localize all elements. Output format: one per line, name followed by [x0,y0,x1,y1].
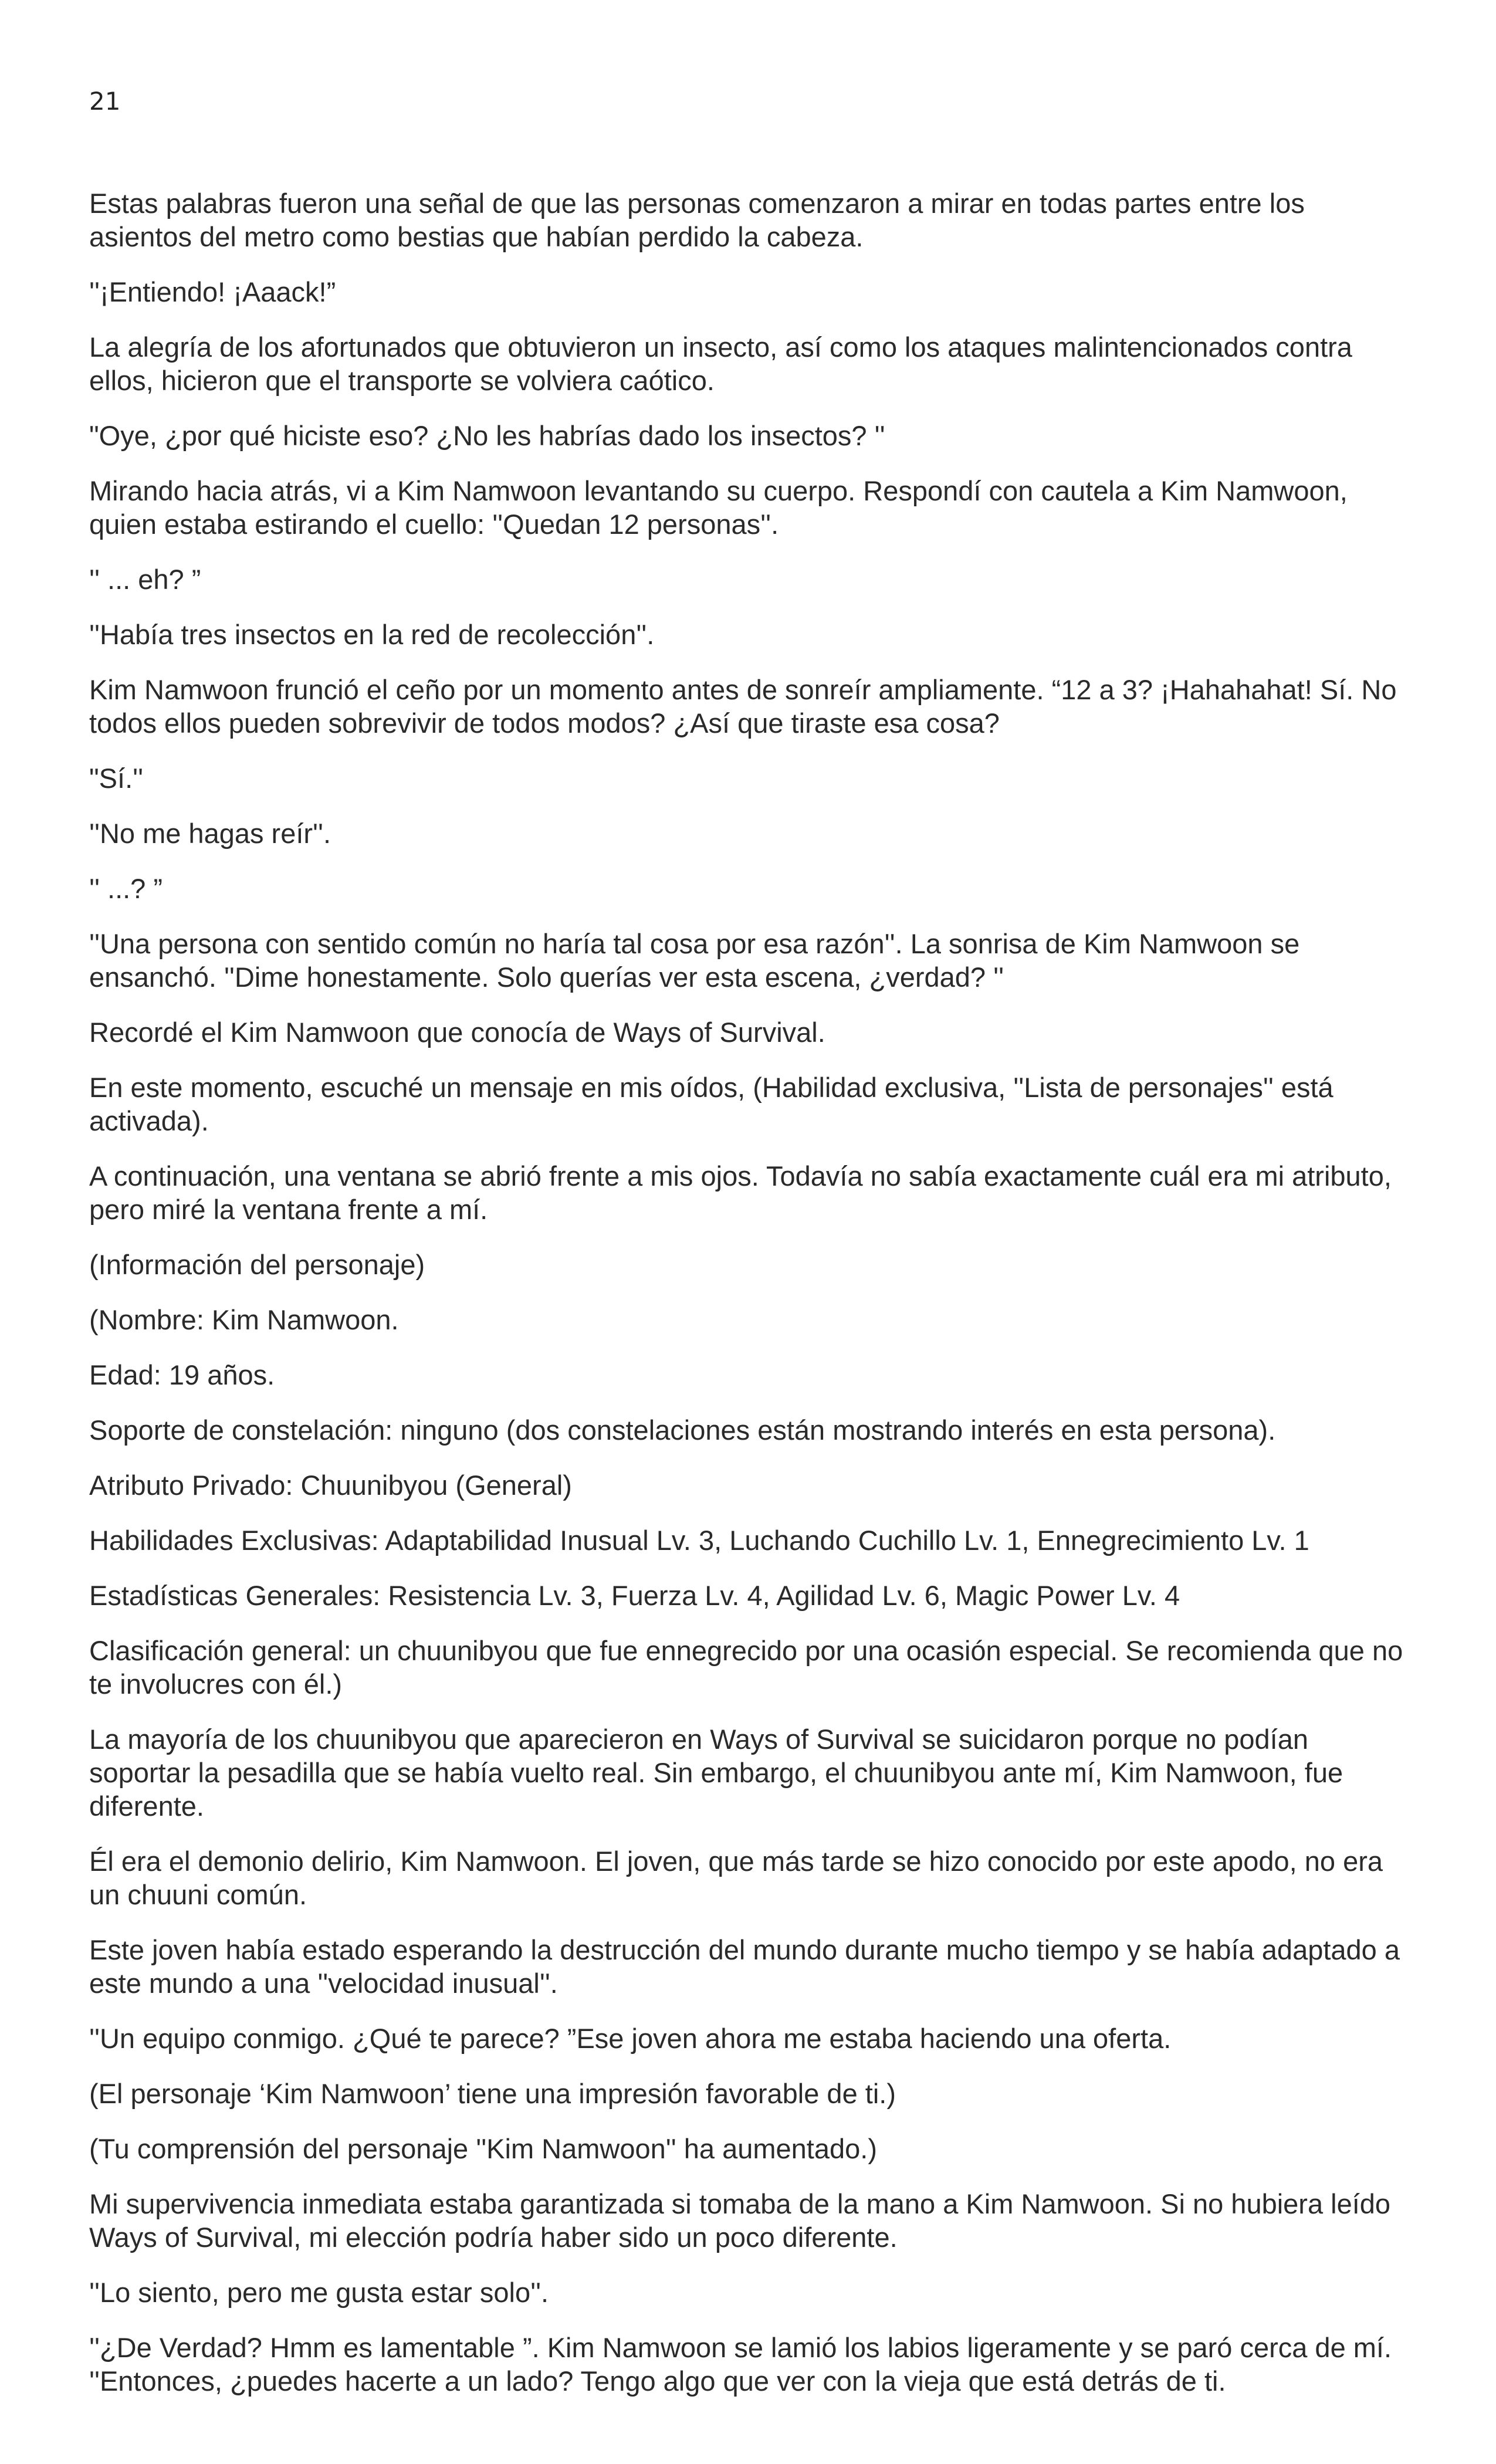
paragraph: Kim Namwoon frunció el ceño por un momento antes de sonreír ampliamente. “12 a 3? ¡Hahahahat! Sí. No todos ellos pueden sobrevivir de todos modos? ¿Así que tiraste esa cosa? [89,674,1397,739]
paragraph: Soporte de constelación: ninguno (dos constelaciones están mostrando interés en esta persona). [89,1414,1276,1446]
paragraph: A continuación, una ventana se abrió frente a mis ojos. Todavía no sabía exactamente cuál era mi atributo, pero miré la ventana frente a mí. [89,1160,1392,1225]
paragraph: (El personaje ‘Kim Namwoon’ tiene una impresión favorable de ti.) [89,2078,896,2109]
paragraph: "Sí.'' [89,763,144,794]
paragraph: "Oye, ¿por qué hiciste eso? ¿No les habrías dado los insectos? '' [89,420,885,451]
paragraph: La alegría de los afortunados que obtuvieron un insecto, así como los ataques malintencionados contra ellos, hicieron que el transporte se volviera caótico. [89,331,1352,396]
paragraph: '' ... eh? ” [89,564,201,595]
paragraph: Edad: 19 años. [89,1359,275,1390]
paragraph: Mirando hacia atrás, vi a Kim Namwoon levantando su cuerpo. Respondí con cautela a Kim Namwoon, quien estaba estirando el cuello: ''Quedan 12 personas''. [89,475,1348,540]
paragraph: (Nombre: Kim Namwoon. [89,1304,399,1335]
paragraph: ''¿De Verdad? Hmm es lamentable ”. Kim Namwoon se lamió los labios ligeramente y se paró cerca de mí. ''Entonces, ¿puedes hacerte a un lado? Tengo algo que ver con la vieja que está detrás de ti. [89,2332,1392,2397]
paragraph: ''Lo siento, pero me gusta estar solo''. [89,2277,549,2308]
paragraph: ''No me hagas reír''. [89,818,331,849]
paragraph: (Información del personaje) [89,1249,425,1280]
paragraph: Este joven había estado esperando la destrucción del mundo durante mucho tiempo y se había adaptado a este mundo a una ''velocidad inusual''. [89,1934,1400,1999]
paragraph: Estas palabras fueron una señal de que las personas comenzaron a mirar en todas partes entre los asientos del metro como bestias que habían perdido la cabeza. [89,188,1305,252]
paragraph: ''Un equipo conmigo. ¿Qué te parece? ”Ese joven ahora me estaba haciendo una oferta. [89,2023,1172,2054]
paragraph: Habilidades Exclusivas: Adaptabilidad Inusual Lv. 3, Luchando Cuchillo Lv. 1, Ennegrecimiento Lv. 1 [89,1525,1309,1556]
paragraph: Clasificación general: un chuunibyou que fue ennegrecido por una ocasión especial. Se recomienda que no te involucres con él.) [89,1635,1403,1700]
paragraph: Atributo Privado: Chuunibyou (General) [89,1470,572,1501]
paragraph: Recordé el Kim Namwoon que conocía de Ways of Survival. [89,1017,825,1048]
paragraph: Mi supervivencia inmediata estaba garantizada si tomaba de la mano a Kim Namwoon. Si no hubiera leído Ways of Survival, mi elección podría haber sido un poco diferente. [89,2188,1391,2253]
paragraph: La mayoría de los chuunibyou que aparecieron en Ways of Survival se suicidaron porque no podían soportar la pesadilla que se había vuelto real. Sin embargo, el chuunibyou ante mí, Kim Namwoon, fue diferente. [89,1724,1343,1822]
paragraph: ''Había tres insectos en la red de recolección''. [89,619,655,650]
paragraph: ''¡Entiendo! ¡Aaack!” [89,276,336,307]
paragraph: En este momento, escuché un mensaje en mis oídos, (Habilidad exclusiva, ''Lista de personajes'' está activada). [89,1072,1333,1136]
paragraph: Estadísticas Generales: Resistencia Lv. 3, Fuerza Lv. 4, Agilidad Lv. 6, Magic Power Lv. 4 [89,1580,1180,1611]
paragraph: Él era el demonio delirio, Kim Namwoon. El joven, que más tarde se hizo conocido por este apodo, no era un chuuni común. [89,1846,1383,1910]
paragraph: (Tu comprensión del personaje ''Kim Namwoon'' ha aumentado.) [89,2133,877,2164]
paragraph: ''Una persona con sentido común no haría tal cosa por esa razón''. La sonrisa de Kim Namwoon se ensanchó. ''Dime honestamente. Solo querías ver esta escena, ¿verdad? '' [89,928,1300,993]
paragraph: '' ...? ” [89,873,163,904]
body-text [89,187,1409,2419]
page-number: 21 [89,87,121,116]
